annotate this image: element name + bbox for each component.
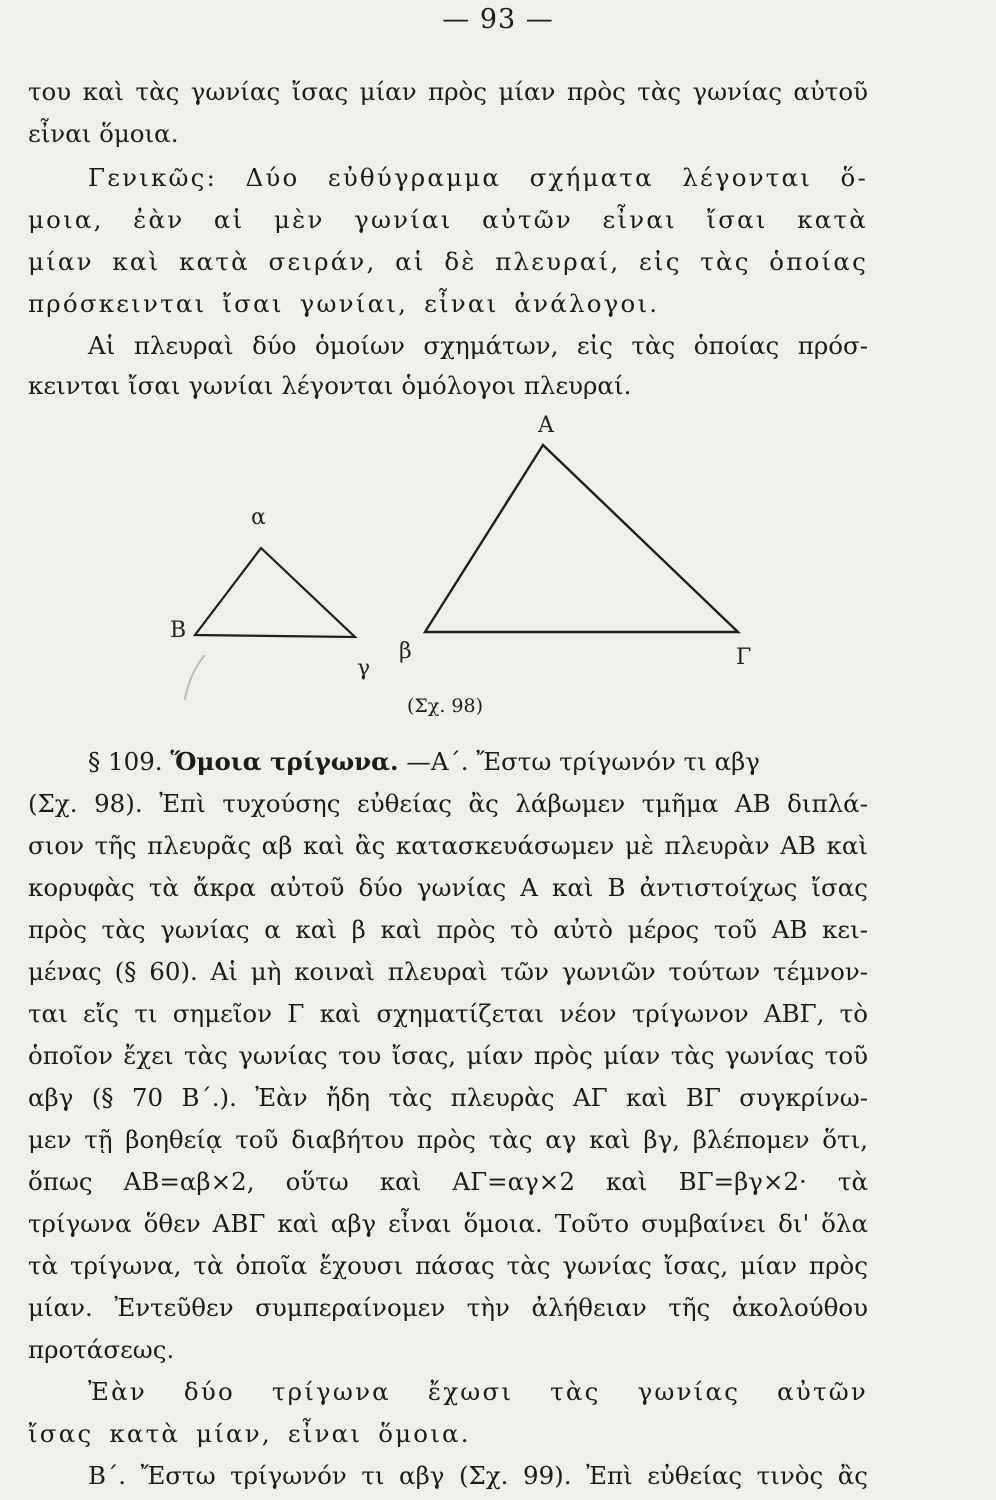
text-line: τὰ τρίγωνα, τὰ ὁποῖα ἔχουσι πάσας τὰς γωνίας ἴσας, μίαν πρὸς	[28, 1251, 868, 1280]
text-line: μίαν καὶ κατὰ σειράν, αἱ δὲ πλευραί, εἰς τὰς ὁποίας	[28, 247, 868, 276]
text-line: ὅπως ΑΒ=αβ×2, οὕτω καὶ ΑΓ=αγ×2 καὶ ΒΓ=βγ×2· τὰ	[28, 1167, 868, 1196]
label-large-right: Γ	[736, 645, 752, 670]
label-small-right: γ	[357, 656, 371, 681]
section-number: § 109.	[88, 747, 163, 776]
page-number: — 93 —	[442, 4, 554, 35]
text-line: κεινται ἴσαι γωνίαι λέγονται ὁμόλογοι πλευραί.	[28, 371, 632, 400]
text-line: μοια, ἐὰν αἱ μὲν γωνίαι αὐτῶν εἶναι ἴσαι κατὰ	[28, 205, 868, 234]
label-small-apex: α	[251, 505, 266, 530]
small-triangle	[195, 548, 355, 637]
text-line: ὁποῖον ἔχει τὰς γωνίας του ἴσας, μίαν πρὸς μίαν τὰς γωνίας τοῦ	[28, 1041, 868, 1070]
label-large-apex: Α	[538, 413, 554, 438]
label-small-left: Β	[170, 618, 187, 643]
text-line: Γενικῶς: Δύο εὐθύγραμμα σχήματα λέγονται ὅ-	[88, 163, 868, 192]
text-line: πρόσκεινται ἴσαι γωνίαι, εἶναι ἀνάλογοι.	[28, 289, 660, 318]
large-triangle	[425, 445, 738, 632]
text-line: ται εἴς τι σημεῖον Γ καὶ σχηματίζεται νέον τρίγωνον ΑΒΓ, τὸ	[28, 999, 868, 1028]
text-line: εἶναι ὅμοια.	[28, 119, 179, 148]
text-line: ἴσας κατὰ μίαν, εἶναι ὅμοια.	[28, 1419, 471, 1448]
section-heading-line	[88, 742, 868, 782]
text-line: Ἐὰν δύο τρίγωνα ἔχωσι τὰς γωνίας αὐτῶν	[88, 1377, 868, 1406]
text-line: πρὸς τὰς γωνίας α καὶ β καὶ πρὸς τὸ αὐτὸ μέρος τοῦ ΑΒ κει-	[28, 915, 868, 944]
text-line: (Σχ. 98). Ἐπὶ τυχούσης εὐθείας ἂς λάβωμεν τμῆμα ΑΒ διπλά-	[28, 789, 868, 818]
triangles-figure	[0, 0, 996, 700]
text-line: τρίγωνα ὅθεν ΑΒΓ καὶ αβγ εἶναι ὅμοια. Τοῦτο συμβαίνει δι' ὅλα	[28, 1209, 868, 1238]
text-line: του καὶ τὰς γωνίας ἴσας μίαν πρὸς μίαν πρὸς τὰς γωνίας αὐτοῦ	[28, 77, 868, 106]
section-heading-rest: —Α΄. Ἔστω τρίγωνόν τι αβγ	[406, 747, 760, 776]
section-title: Ὅμοια τρίγωνα.	[170, 747, 399, 776]
text-line: προτάσεως.	[28, 1335, 175, 1364]
text-line: αβγ (§ 70 Β΄.). Ἐὰν ἤδη τὰς πλευρὰς ΑΓ καὶ ΒΓ συγκρίνω-	[28, 1083, 868, 1112]
label-large-left: β	[399, 639, 412, 664]
text-line: μένας (§ 60). Αἱ μὴ κοιναὶ πλευραὶ τῶν γωνιῶν τούτων τέμνον-	[28, 957, 868, 986]
scan-artifact-arc	[183, 655, 206, 700]
text-line: σιον τῆς πλευρᾶς αβ καὶ ἂς κατασκευάσωμεν μὲ πλευρὰν ΑΒ καὶ	[28, 831, 868, 860]
text-line: μεν τῇ βοηθείᾳ τοῦ διαβήτου πρὸς τὰς αγ καὶ βγ, βλέπομεν ὅτι,	[28, 1125, 868, 1154]
text-line: Αἱ πλευραὶ δύο ὁμοίων σχημάτων, εἰς τὰς ὁποίας πρόσ-	[88, 331, 868, 360]
figure-caption: (Σχ. 98)	[406, 695, 484, 717]
text-line: κορυφὰς τὰ ἄκρα αὐτοῦ δύο γωνίας Α καὶ Β ἀντιστοίχως ἴσας	[28, 873, 868, 902]
text-line: Β΄. Ἔστω τρίγωνόν τι αβγ (Σχ. 99). Ἐπὶ εὐθείας τινὸς ἂς	[88, 1461, 868, 1490]
text-line: μίαν. Ἐντεῦθεν συμπεραίνομεν τὴν ἀλήθειαν τῆς ἀκολούθου	[28, 1293, 868, 1322]
